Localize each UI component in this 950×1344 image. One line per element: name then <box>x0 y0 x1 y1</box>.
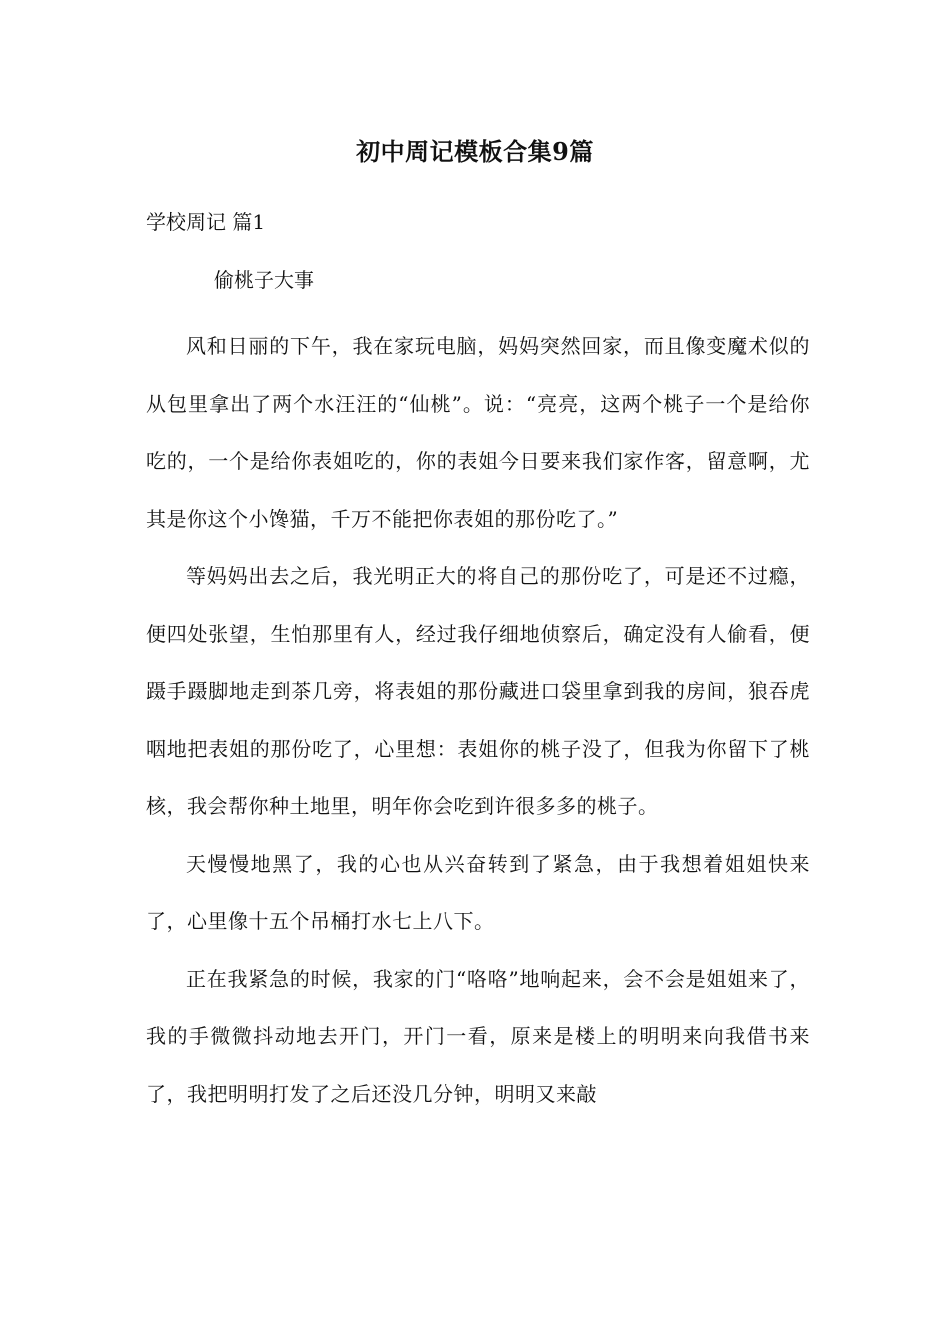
section-heading: 学校周记 篇1 <box>146 210 266 234</box>
paragraph: 等妈妈出去之后，我光明正大的将自己的那份吃了，可是还不过瘾，便四处张望，生怕那里有人，经过我仔细地侦察后，确定没有人偷看，便蹑手蹑脚地走到茶几旁，将表姐的那份藏进口袋里拿到我的房间，狼吞虎咽地把表姐的那份吃了，心里想：表姐你的桃子没了，但我为你留下了桃核，我会帮你种土地里，明年你会吃到许很多多的桃子。 <box>146 564 810 818</box>
document-title: 初中周记模板合集9篇 <box>356 137 594 166</box>
story-title: 偷桃子大事 <box>214 268 314 292</box>
paragraph: 天慢慢地黑了，我的心也从兴奋转到了紧急，由于我想着姐姐快来了，心里像十五个吊桶打水七上八下。 <box>146 851 810 933</box>
body-text <box>146 318 810 1123</box>
paragraph: 正在我紧急的时候，我家的门“咯咯”地响起来，会不会是姐姐来了，我的手微微抖动地去开门，开门一看，原来是楼上的明明来向我借书来了，我把明明打发了之后还没几分钟，明明又来敲 <box>146 966 810 1106</box>
paragraph: 风和日丽的下午，我在家玩电脑，妈妈突然回家，而且像变魔术似的从包里拿出了两个水汪汪的“仙桃”。说：“亮亮，这两个桃子一个是给你吃的，一个是给你表姐吃的，你的表姐今日要来我们家作客，留意啊，尤其是你这个小馋猫，千万不能把你表姐的那份吃了。” <box>146 334 810 531</box>
